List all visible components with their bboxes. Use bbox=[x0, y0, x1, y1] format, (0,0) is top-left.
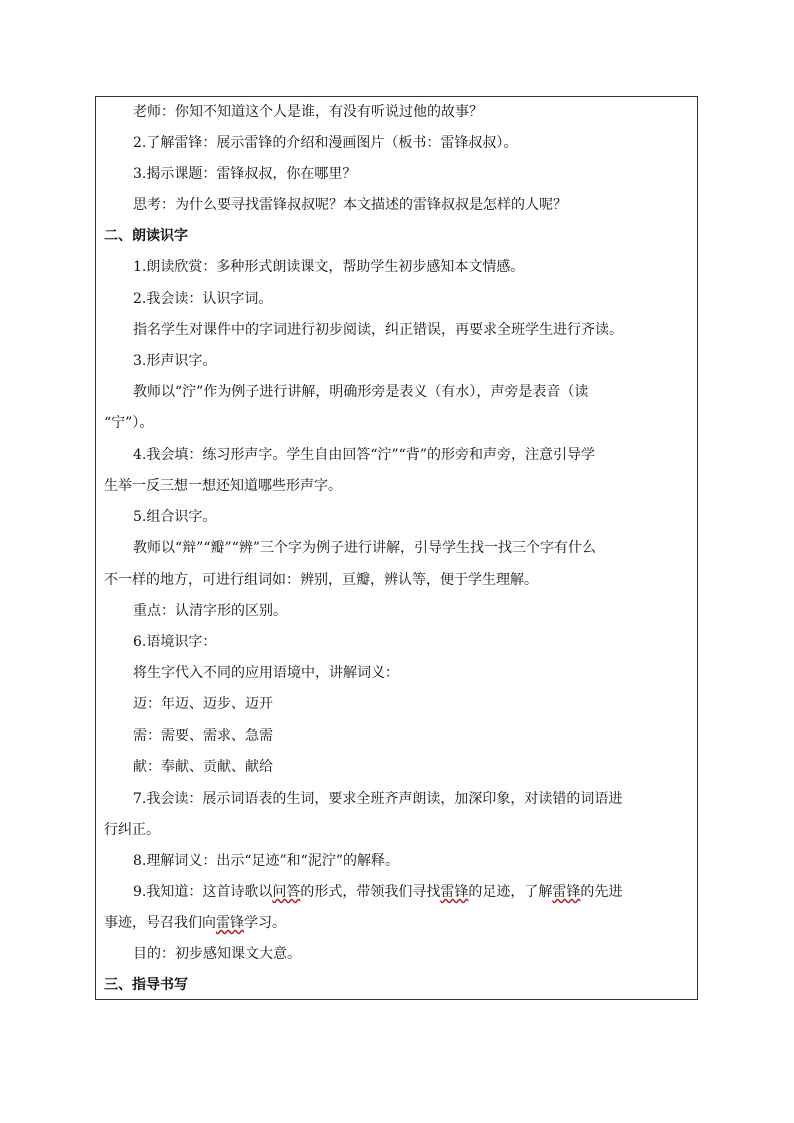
paragraph: 将生字代入不同的应用语境中，讲解词义： bbox=[133, 665, 399, 681]
paragraph: 献：奉献、贡献、献给 bbox=[133, 759, 273, 775]
paragraph: 1.朗读欣赏：多种形式朗读课文，帮助学生初步感知本文情感。 bbox=[133, 259, 525, 275]
section-heading: 三、指导书写 bbox=[104, 977, 188, 993]
paragraph: 重点：认清字形的区别。 bbox=[133, 603, 287, 619]
text-run: 9.我知道：这首诗歌以 bbox=[133, 884, 273, 900]
paragraph: 老师：你知不知道这个人是谁，有没有听说过他的故事？ bbox=[133, 104, 483, 120]
paragraph: 3.形声识字。 bbox=[133, 353, 217, 369]
paragraph-continuation bbox=[104, 910, 694, 936]
section-heading: 二、朗读识字 bbox=[104, 228, 188, 244]
paragraph: 3.揭示课题：雷锋叔叔，你在哪里？ bbox=[133, 166, 357, 182]
paragraph-continuation: 行纠正。 bbox=[104, 822, 160, 838]
paragraph-continuation: “宁”）。 bbox=[104, 415, 154, 431]
paragraph-continuation: 生举一反三想一想还知道哪些形声字。 bbox=[104, 478, 342, 494]
underlined-term: 问答 bbox=[272, 884, 301, 900]
text-run: 事迹，号召我们向 bbox=[104, 915, 216, 931]
underlined-term: 雷锋 bbox=[552, 884, 581, 900]
text-run: 的足迹，了解 bbox=[468, 884, 553, 900]
text-run: 的先进 bbox=[580, 884, 623, 900]
paragraph: 思考：为什么要寻找雷锋叔叔呢？本文描述的雷锋叔叔是怎样的人呢？ bbox=[133, 197, 567, 213]
paragraph bbox=[133, 879, 693, 905]
paragraph: 需：需要、需求、急需 bbox=[133, 728, 273, 744]
text-run: 的形式，带领我们寻找 bbox=[300, 884, 441, 900]
paragraph: 7.我会读：展示词语表的生词，要求全班齐声朗读，加深印象，对读错的词语进 bbox=[133, 791, 623, 807]
paragraph: 6.语境识字： bbox=[133, 634, 217, 650]
paragraph: 2.我会读：认识字词。 bbox=[133, 291, 273, 307]
paragraph: 5.组合识字。 bbox=[133, 509, 217, 525]
paragraph: 4.我会填：练习形声字。学生自由回答“泞”“背”的形旁和声旁，注意引导学 bbox=[133, 447, 595, 463]
paragraph: 迈：年迈、迈步、迈开 bbox=[133, 696, 273, 712]
paragraph: 指名学生对课件中的字词进行初步阅读，纠正错误，再要求全班学生进行齐读。 bbox=[133, 322, 623, 338]
underlined-term: 雷锋 bbox=[440, 884, 469, 900]
paragraph: 2.了解雷锋：展示雷锋的介绍和漫画图片（板书：雷锋叔叔）。 bbox=[133, 135, 518, 151]
text-run: 学习。 bbox=[244, 915, 286, 931]
paragraph-continuation: 不一样的地方，可进行组词如：辨别，亘瓣，辨认等，便于学生理解。 bbox=[104, 572, 538, 588]
paragraph: 教师以“辩”“瓣”“辨”三个字为例子进行讲解，引导学生找一找三个字有什么 bbox=[133, 540, 596, 556]
underlined-term: 雷锋 bbox=[216, 915, 244, 931]
paragraph: 8.理解词义：出示“足迹”和“泥泞”的解释。 bbox=[133, 853, 399, 869]
paragraph: 目的：初步感知课文大意。 bbox=[133, 946, 301, 962]
paragraph: 教师以“泞”作为例子进行讲解，明确形旁是表义（有水），声旁是表音（读 bbox=[133, 384, 589, 400]
